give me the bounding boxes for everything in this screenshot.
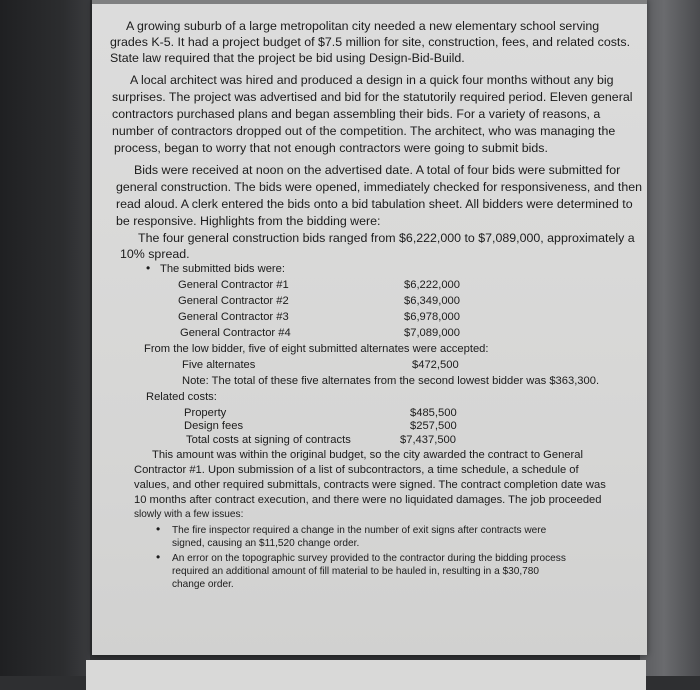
alternates-intro: From the low bidder, five of eight submitted alternates were accepted:: [144, 343, 489, 355]
alternates-note: Note: The total of these five alternates from the second lowest bidder was $363,300.: [182, 375, 600, 387]
related-heading: Related costs:: [146, 391, 217, 403]
bid-contractor: General Contractor #3: [178, 311, 289, 323]
bullet-icon: •: [156, 522, 161, 536]
paragraph-line: number of contractors dropped out of the competition. The architect, who was managing the: [112, 124, 616, 138]
paragraph-line: slowly with a few issues:: [134, 509, 244, 520]
related-cost-amount: $7,437,500: [400, 434, 456, 446]
related-cost-label: Design fees: [184, 420, 244, 432]
issue-line: An error on the topographic survey provided to the contractor during the bidding process: [172, 553, 566, 564]
paragraph-line: values, and other required submittals, contracts were signed. The contract completion date was: [134, 479, 606, 491]
issue-line: required an additional amount of fill material to be hauled in, resulting in a $30,780: [172, 566, 539, 577]
issue-line: signed, causing an $11,520 change order.: [172, 538, 360, 549]
issue-line: change order.: [172, 579, 234, 590]
paragraph-line: Contractor #1. Upon submission of a list of subcontractors, a time schedule, a schedule of: [134, 464, 579, 476]
paragraph-line: 10 months after contract execution, and there were no liquidated damages. The job proceeded: [134, 494, 602, 506]
bullet-icon: •: [146, 261, 151, 275]
next-page-edge: [86, 660, 646, 690]
paragraph-line: grades K-5. It had a project budget of $7.5 million for site, construction, fees, and related costs.: [110, 35, 631, 49]
paragraph-line: read aloud. A clerk entered the bids onto a bid tabulation sheet. All bidders were determined to: [116, 197, 633, 211]
related-cost-label: Total costs at signing of contracts: [186, 434, 351, 446]
related-cost-amount: $485,500: [410, 407, 457, 419]
paragraph-line: general construction. The bids were opened, immediately checked for responsiveness, and then: [116, 180, 642, 194]
paragraph-line: Bids were received at noon on the advertised date. A total of four bids were submitted for: [134, 163, 621, 177]
page-top-edge: [92, 0, 647, 4]
bid-amount: $6,978,000: [404, 311, 460, 323]
paragraph-line: A growing suburb of a large metropolitan city needed a new elementary school serving: [126, 19, 600, 33]
background-left: [0, 0, 90, 676]
bid-amount: $6,222,000: [404, 279, 460, 291]
paragraph-line: be responsive. Highlights from the bidding were:: [116, 214, 381, 228]
paragraph-line: A local architect was hired and produced a design in a quick four months without any big: [130, 73, 614, 87]
paragraph-line: This amount was within the original budget, so the city awarded the contract to General: [152, 449, 583, 461]
paragraph-line: State law required that the project be bid using Design-Bid-Build.: [110, 51, 465, 65]
paragraph-line: contractors purchased plans and began assembling their bids. For a variety of reasons, a: [112, 107, 601, 121]
bid-contractor: General Contractor #1: [178, 279, 289, 291]
alternates-amount: $472,500: [412, 359, 459, 371]
bid-contractor: General Contractor #2: [178, 295, 289, 307]
paragraph-line: process, began to worry that not enough contractors were going to submit bids.: [114, 141, 548, 155]
bid-amount: $6,349,000: [404, 295, 460, 307]
alternates-label: Five alternates: [182, 359, 256, 371]
related-cost-amount: $257,500: [410, 420, 457, 432]
issue-line: The fire inspector required a change in the number of exit signs after contracts were: [172, 525, 547, 536]
bids-heading: The submitted bids were:: [160, 263, 285, 275]
bid-contractor: General Contractor #4: [180, 327, 291, 339]
bid-amount: $7,089,000: [404, 327, 460, 339]
paragraph-line: surprises. The project was advertised and bid for the statutorily required period. Eleven general: [112, 90, 633, 104]
paragraph-line: The four general construction bids ranged from $6,222,000 to $7,089,000, approximately a: [138, 231, 635, 245]
background-right: [640, 0, 700, 676]
related-cost-label: Property: [184, 407, 227, 419]
paragraph-line: 10% spread.: [120, 247, 190, 261]
bullet-icon: •: [156, 550, 161, 564]
